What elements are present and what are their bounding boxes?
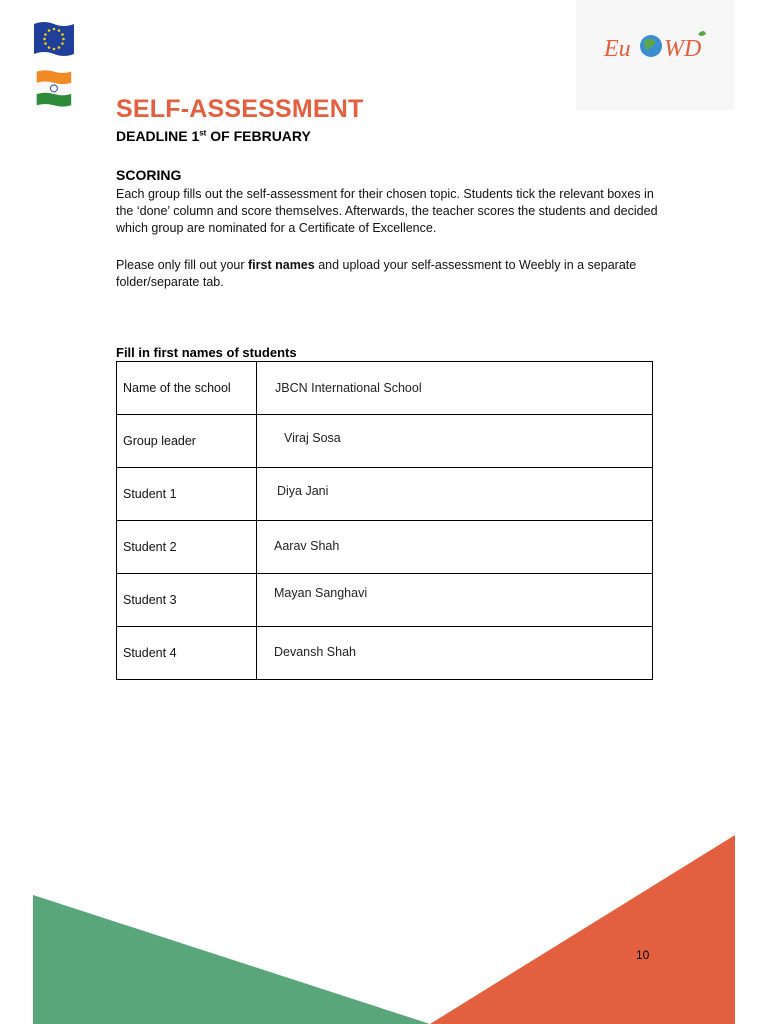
row-label: Student 3	[123, 593, 177, 607]
green-triangle	[33, 895, 430, 1024]
row-value: Devansh Shah	[274, 645, 357, 659]
page-title: SELF-ASSESSMENT	[116, 95, 364, 123]
student-2-field[interactable]	[257, 521, 653, 574]
logo-text-right: WD	[664, 36, 702, 62]
table-row	[117, 574, 653, 627]
table-row	[117, 627, 653, 680]
page-number: 10	[636, 948, 650, 962]
row-label: Student 1	[123, 487, 177, 501]
deadline: DEADLINE 1st OF FEBRUARY	[116, 128, 311, 144]
orange-triangle	[430, 835, 735, 1024]
row-label: Group leader	[123, 434, 196, 448]
row-value: Viraj Sosa	[284, 431, 341, 445]
first-names-emphasis: first names	[248, 258, 315, 272]
row-label: Student 4	[123, 646, 177, 660]
table-row	[117, 415, 653, 468]
table-row	[117, 521, 653, 574]
logo-text-left: Eu	[604, 36, 631, 62]
row-value: Aarav Shah	[274, 539, 340, 553]
table-row	[117, 468, 653, 521]
student-names-table	[116, 361, 653, 680]
table-row	[117, 362, 653, 415]
school-name-field[interactable]	[257, 362, 653, 415]
student-4-field[interactable]	[257, 627, 653, 680]
group-leader-field[interactable]	[257, 415, 653, 468]
row-value: JBCN International School	[275, 381, 422, 395]
euwwd-logo	[600, 26, 708, 70]
student-1-field[interactable]	[257, 468, 653, 521]
form-label: Fill in first names of students	[116, 345, 297, 360]
row-value: Mayan Sanghavi	[274, 586, 368, 600]
row-value: Diya Jani	[277, 484, 329, 498]
scoring-heading: SCORING	[116, 167, 182, 183]
eu-flag-icon	[32, 20, 75, 58]
india-flag-icon	[32, 69, 75, 107]
instructions-paragraph: Please only fill out your first names and upload your self-assessment to Weebly in a separate folder/separate tab.	[116, 258, 637, 289]
student-3-field[interactable]	[257, 574, 653, 627]
row-label: Name of the school	[123, 381, 231, 395]
row-label: Student 2	[123, 540, 177, 554]
scoring-paragraph: Each group fills out the self-assessment for their chosen topic. Students tick the relevant boxes in the ‘done’ column and score themselves. Afterwards, the teacher scores the students and decided which group are nominated for a Certificate of Excellence.	[116, 187, 658, 235]
